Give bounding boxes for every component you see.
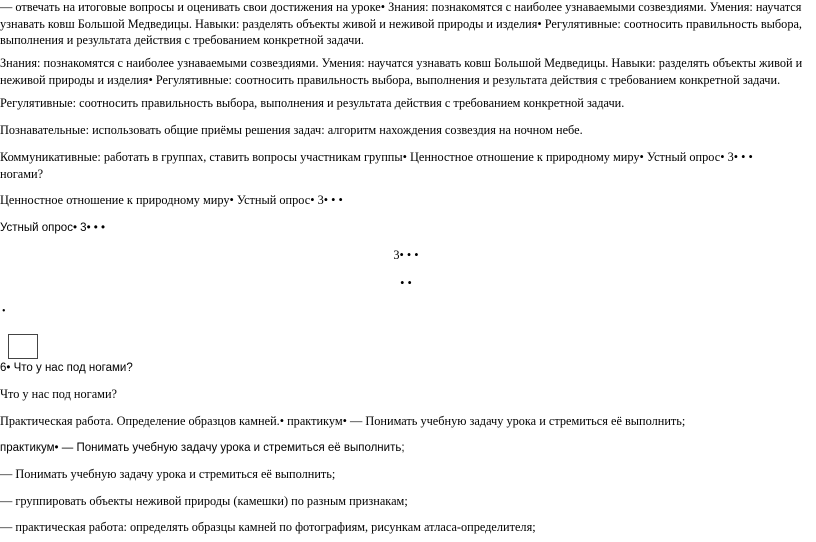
paragraph-cognitive: Познавательные: использовать общие приёмы решения задач: алгоритм нахождения созвездия на ночном небе. xyxy=(0,123,583,137)
paragraph-practical-work: Практическая работа. Определение образцов камней.• практикум• — Понимать учебную задачу урока и стремиться её выполнить; xyxy=(0,414,686,428)
bullet-dot: • xyxy=(2,306,6,317)
lesson-title: Что у нас под ногами? xyxy=(0,387,117,401)
paragraph-workshop: практикум• — Понимать учебную задачу урока и стремиться её выполнить; xyxy=(0,442,405,454)
empty-image-box xyxy=(8,334,38,359)
paragraph-bullets-pair: • • xyxy=(400,276,412,290)
paragraph-score-3: 3• • • xyxy=(393,248,419,262)
paragraph-communicative xyxy=(0,149,812,182)
paragraph-understand-task: — Понимать учебную задачу урока и стремиться её выполнить; xyxy=(0,467,336,481)
paragraph-intro-goals: — отвечать на итоговые вопросы и оценивать свои достижения на уроке• Знания: познакомятся с наиболее узнаваемыми созвездиями. Умения: научатся узнавать ковш Большой Медведицы. Навыки: разделять объекты живой и неживой природы и изделия• Регулятивные: соотносить правильность выбора, выполнения и результата действия с требованием конкретной задачи. xyxy=(0,0,803,47)
lesson-6-heading: 6• Что у нас под ногами? xyxy=(0,362,133,374)
paragraph-regulative: Регулятивные: соотносить правильность выбора, выполнения и результата действия с требованием конкретной задачи. xyxy=(0,96,625,110)
paragraph-oral-survey: Устный опрос• 3• • • xyxy=(0,222,106,234)
paragraph-knowledge-skills: Знания: познакомятся с наиболее узнаваемыми созвездиями. Умения: научатся узнавать ковш Большой Медведицы. Навыки: разделять объекты живой и неживой природы и изделия• Регулятивные: соотносить правильность выбора, выполнения и результата действия с требованием конкретной задачи. xyxy=(0,56,803,87)
paragraph-identify-stones: — практическая работа: определять образцы камней по фотографиям, рисункам атласа-определителя; xyxy=(0,520,536,534)
communicative-line-2: ногами? xyxy=(0,166,44,181)
communicative-line-1: Коммуникативные: работать в группах, ставить вопросы участникам группы• Ценностное отношение к природному миру• Устный опрос• 3• • • xyxy=(0,150,753,164)
paragraph-value-attitude: Ценностное отношение к природному миру• Устный опрос• 3• • • xyxy=(0,193,343,207)
paragraph-group-objects: — группировать объекты неживой природы (камешки) по разным признакам; xyxy=(0,494,408,508)
